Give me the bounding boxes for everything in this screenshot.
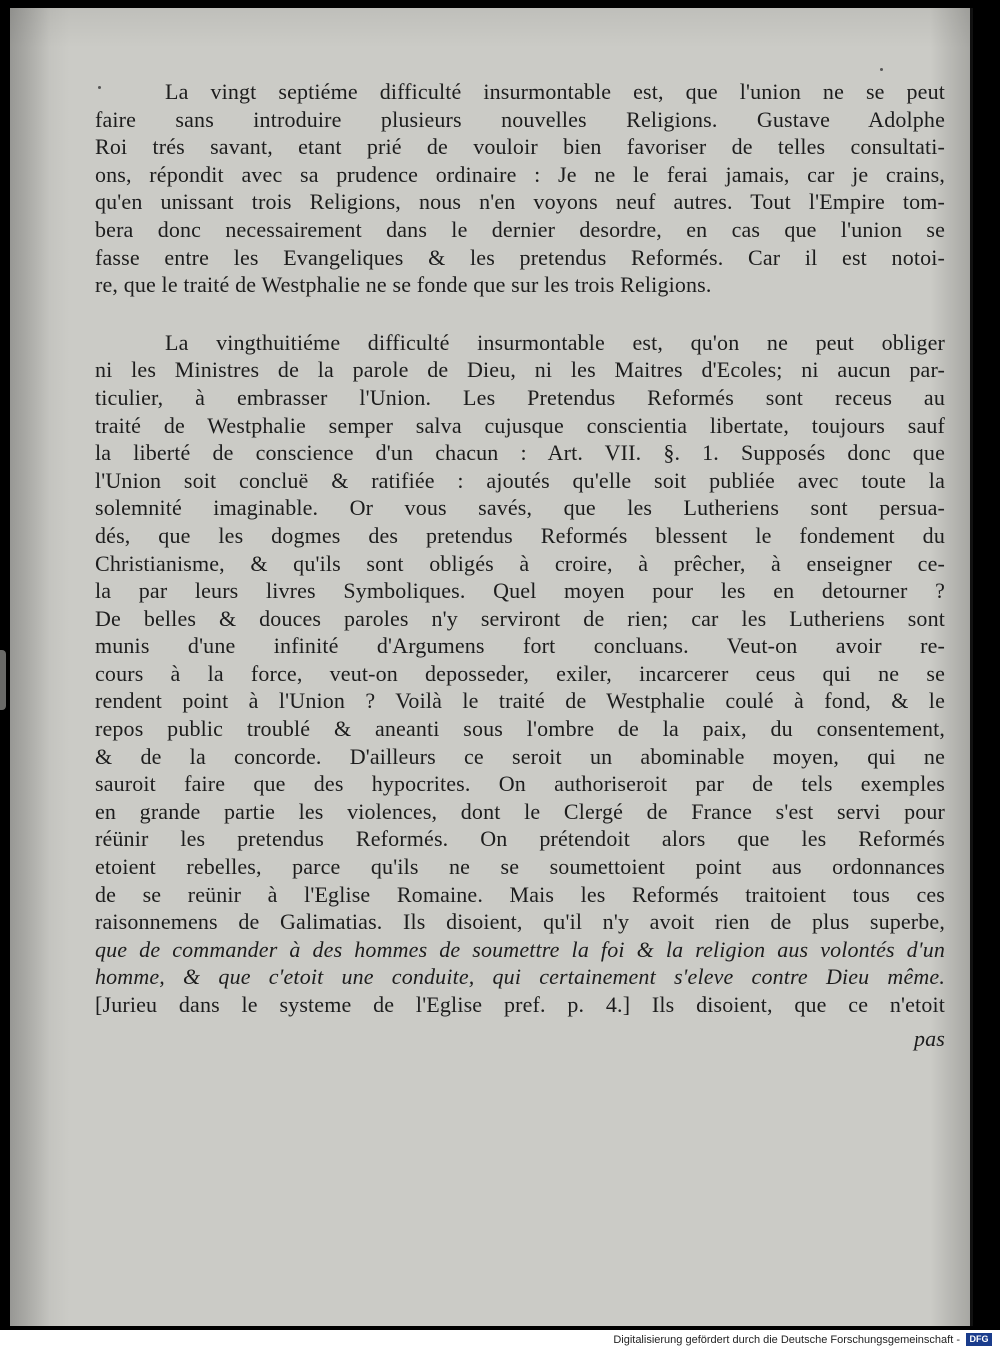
- dfg-logo-icon: DFG: [966, 1333, 992, 1346]
- text-line: bera donc necessairement dans le dernier desordre, en cas que l'union se: [95, 216, 945, 242]
- text-line: La vingthuitiéme difficulté insurmontable est, qu'on ne peut obliger: [165, 329, 945, 355]
- page-gutter-shadow: [10, 8, 50, 1326]
- text-line: ni les Ministres de la parole de Dieu, ni les Maitres d'Ecoles; ni aucun par-: [95, 357, 945, 383]
- text-line: Christianisme, & qu'ils sont obligés à croire, à prêcher, à enseigner ce-: [95, 550, 945, 576]
- text-line: l'Union soit concluë & ratifiée : ajoutés qu'elle soit publiée avec toute la: [95, 467, 945, 493]
- text-line: fasse entre les Evangeliques & les pretendus Reformés. Car il est notoi-: [95, 244, 945, 270]
- text-line-italic: que de commander à des hommes de soumettre la foi & la religion aus volontés d'un: [95, 936, 945, 962]
- text-line: la liberté de conscience d'un chacun : Art. VII. §. 1. Supposés donc que: [95, 440, 945, 466]
- page-text: [95, 78, 945, 1052]
- text-line: qu'en unissant trois Religions, nous n'en voyons neuf autres. Tout l'Empire tom-: [95, 189, 945, 215]
- text-line: raisonnemens de Galimatias. Ils disoient, qu'il n'y avoit rien de plus superbe,: [95, 909, 945, 935]
- paragraph-28th-difficulty: [95, 329, 945, 1019]
- funding-footer: [0, 1330, 1000, 1351]
- text-line: La vingt septiéme difficulté insurmontable est, que l'union ne se peut: [165, 79, 945, 104]
- text-line: re, que le traité de Westphalie ne se fonde que sur les trois Religions.: [95, 272, 712, 298]
- text-line: De belles & douces paroles n'y serviront de rien; car les Lutheriens sont: [95, 605, 945, 631]
- text-line: réünir les pretendus Reformés. On prétendoit alors que les Reformés: [95, 826, 945, 852]
- text-line: sauroit faire que des hypocrites. On authoriseroit par de tels exemples: [95, 771, 945, 797]
- paragraph-spacer: [95, 299, 945, 329]
- text-line: rendent point à l'Union ? Voilà le traité de Westphalie coulé à fond, & le: [95, 688, 945, 714]
- text-line: ticulier, à embrasser l'Union. Les Pretendus Reformés sont receus au: [95, 384, 945, 410]
- text-line: cours à la force, veut-on deposseder, exiler, incarcerer ceus qui ne se: [95, 660, 945, 686]
- text-line: de se reünir à l'Eglise Romaine. Mais les Reformés traitoient tous ces: [95, 881, 945, 907]
- text-line: faire sans introduire plusieurs nouvelles Religions. Gustave Adolphe: [95, 106, 945, 132]
- text-line: Roi trés savant, etant prié de vouloir bien favoriser de telles consultati-: [95, 134, 945, 160]
- text-line: repos public troublé & aneanti sous l'ombre de la paix, du consentement,: [95, 716, 945, 742]
- text-line: la par leurs livres Symboliques. Quel moyen pour les en detourner ?: [95, 578, 945, 604]
- text-line: [Jurieu dans le systeme de l'Eglise pref. p. 4.] Ils disoient, que ce n'etoit: [95, 992, 945, 1017]
- binding-edge: [0, 650, 6, 710]
- text-line: ons, répondit avec sa prudence ordinaire : Je ne le ferai jamais, car je crains,: [95, 161, 945, 187]
- text-line: & de la concorde. D'ailleurs ce seroit un abominable moyen, qui ne: [95, 743, 945, 769]
- text-line: en grande partie les violences, dont le Clergé de France s'est servi pour: [95, 798, 945, 824]
- paragraph-27th-difficulty: [95, 78, 945, 299]
- text-line: munis d'une infinité d'Argumens fort concluans. Veut-on avoir re-: [95, 633, 945, 659]
- text-line: solemnité imaginable. Or vous savés, que les Lutheriens sont persua-: [95, 495, 945, 521]
- funding-notice: Digitalisierung gefördert durch die Deutsche Forschungsgemeinschaft -: [613, 1334, 960, 1346]
- text-line: traité de Westphalie semper salva cujusque conscientia libertate, toujours sauf: [95, 412, 945, 438]
- book-page: [10, 8, 973, 1326]
- text-line: dés, que les dogmes des pretendus Reformés blessent le fondement du: [95, 522, 945, 548]
- text-line: etoient rebelles, parce qu'ils ne se soumettoient point aus ordonnances: [95, 854, 945, 880]
- ink-speck: [880, 68, 883, 71]
- text-line-italic: homme, & que c'etoit une conduite, qui certainement s'eleve contre Dieu même.: [95, 964, 945, 990]
- catchword: pas: [913, 1025, 945, 1051]
